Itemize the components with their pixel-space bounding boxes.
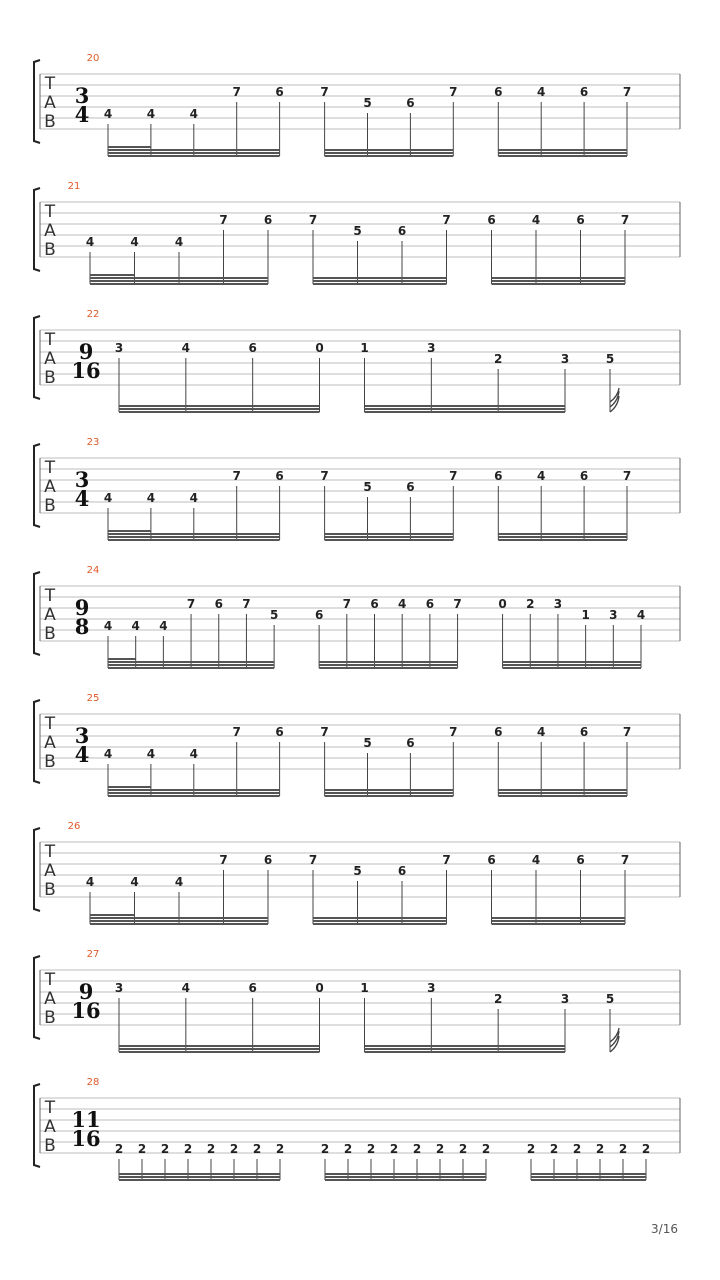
- fret-number: 2: [641, 1142, 651, 1156]
- fret-number: 2: [493, 992, 503, 1006]
- beam: [531, 1176, 646, 1178]
- fret-number: 6: [248, 341, 257, 355]
- beam: [498, 792, 627, 794]
- beam: [498, 539, 627, 541]
- fret-number: 6: [494, 725, 503, 739]
- fret-number: 7: [620, 853, 630, 867]
- fret-number: 7: [242, 597, 251, 611]
- tab-clef-letter: A: [44, 349, 56, 369]
- fret-number: 2: [389, 1142, 399, 1156]
- fret-number: 6: [487, 213, 496, 227]
- tab-clef-letter: T: [44, 202, 56, 222]
- beam: [319, 661, 457, 663]
- beam: [108, 792, 280, 794]
- fret-number: 6: [275, 85, 284, 99]
- beam: [531, 1179, 646, 1181]
- beam: [313, 917, 447, 919]
- time-signature-numerator: 3: [74, 467, 90, 492]
- beam: [108, 149, 280, 151]
- fret-number: 3: [560, 992, 570, 1006]
- beam: [108, 795, 280, 797]
- fret-number: 5: [353, 864, 362, 878]
- beam: [492, 917, 626, 919]
- fret-number: 4: [103, 619, 113, 633]
- fret-number: 6: [579, 85, 589, 99]
- beam: [319, 667, 457, 669]
- beam: [325, 1179, 486, 1181]
- time-signature-numerator: 3: [74, 83, 90, 108]
- fret-number: 2: [343, 1142, 353, 1156]
- beam: [325, 155, 454, 157]
- system-brace: [34, 572, 40, 655]
- fret-number: 1: [360, 341, 369, 355]
- fret-number: 0: [498, 597, 507, 611]
- fret-number: 3: [553, 597, 563, 611]
- fret-number: 6: [425, 597, 435, 611]
- fret-number: 5: [363, 480, 372, 494]
- beam: [108, 155, 280, 157]
- beam-partial: [108, 658, 136, 660]
- beam: [503, 661, 641, 663]
- beam: [119, 1051, 320, 1053]
- fret-number: 6: [275, 725, 284, 739]
- measure-number: 22: [86, 309, 100, 320]
- fret-number: 2: [493, 352, 503, 366]
- fret-number: 7: [308, 853, 318, 867]
- time-signature-denominator: 4: [74, 486, 90, 511]
- beam: [119, 1176, 280, 1178]
- fret-number: 4: [181, 981, 191, 995]
- fret-number: 6: [370, 597, 379, 611]
- fret-number: 4: [398, 597, 407, 611]
- beam: [325, 536, 454, 538]
- tab-clef-letter: T: [44, 714, 56, 734]
- beam: [90, 283, 268, 285]
- fret-number: 4: [189, 107, 198, 121]
- time-signature-numerator: 11: [71, 1107, 101, 1132]
- measure-number: 24: [86, 565, 100, 576]
- fret-number: 6: [576, 213, 585, 227]
- fret-number: 7: [320, 469, 329, 483]
- time-signature-denominator: 16: [71, 998, 101, 1023]
- tab-clef-letter: B: [44, 1008, 56, 1028]
- beam: [313, 923, 447, 925]
- fret-number: 2: [320, 1142, 330, 1156]
- beam: [325, 149, 454, 151]
- system-brace: [34, 828, 40, 911]
- beam: [365, 1045, 566, 1047]
- fret-number: 7: [219, 213, 228, 227]
- beam: [365, 408, 566, 410]
- beam: [90, 277, 268, 279]
- fret-number: 7: [219, 853, 228, 867]
- tab-clef-letter: B: [44, 496, 56, 516]
- beam: [313, 920, 447, 922]
- fret-number: 6: [275, 469, 284, 483]
- fret-number: 6: [314, 608, 324, 622]
- fret-number: 1: [360, 981, 369, 995]
- time-signature-numerator: 9: [74, 595, 90, 620]
- fret-number: 1: [581, 608, 590, 622]
- tab-clef-letter: B: [44, 240, 56, 260]
- beam: [313, 277, 447, 279]
- fret-number: 7: [449, 469, 458, 483]
- measure-number: 23: [86, 437, 100, 448]
- fret-number: 7: [449, 85, 458, 99]
- fret-number: 7: [308, 213, 318, 227]
- beam: [119, 408, 320, 410]
- beam: [325, 533, 454, 535]
- fret-number: 4: [103, 747, 113, 761]
- beam: [108, 152, 280, 154]
- time-signature-numerator: 3: [74, 723, 90, 748]
- beam: [319, 664, 457, 666]
- tab-clef-letter: T: [44, 458, 56, 478]
- fret-number: 4: [174, 235, 184, 249]
- beam: [325, 539, 454, 541]
- beam: [119, 405, 320, 407]
- beam: [365, 405, 566, 407]
- fret-number: 5: [353, 224, 362, 238]
- fret-number: 4: [146, 107, 156, 121]
- measure-number: 21: [67, 181, 81, 192]
- fret-number: 7: [442, 853, 451, 867]
- beam: [119, 1045, 320, 1047]
- fret-number: 6: [487, 853, 496, 867]
- time-signature-denominator: 16: [71, 1126, 101, 1151]
- fret-number: 3: [427, 981, 436, 995]
- beam: [365, 1051, 566, 1053]
- beam: [531, 1173, 646, 1175]
- fret-number: 7: [232, 469, 241, 483]
- fret-number: 2: [275, 1142, 285, 1156]
- fret-number: 4: [85, 235, 95, 249]
- fret-number: 4: [537, 725, 546, 739]
- system-brace: [34, 60, 40, 143]
- fret-number: 2: [595, 1142, 605, 1156]
- beam: [492, 920, 626, 922]
- tab-clef-letter: T: [44, 970, 56, 990]
- fret-number: 0: [315, 341, 324, 355]
- beam: [90, 917, 268, 919]
- time-signature-denominator: 8: [74, 614, 90, 639]
- system-brace: [34, 444, 40, 527]
- fret-number: 6: [406, 736, 415, 750]
- beam: [492, 277, 626, 279]
- fret-number: 4: [531, 213, 541, 227]
- tab-clef-letter: B: [44, 368, 56, 388]
- beam: [365, 1048, 566, 1050]
- fret-number: 6: [406, 480, 415, 494]
- fret-number: 4: [181, 341, 191, 355]
- fret-number: 6: [263, 853, 273, 867]
- fret-number: 7: [620, 213, 630, 227]
- beam-partial: [108, 530, 151, 532]
- beam: [325, 789, 454, 791]
- beam: [119, 411, 320, 413]
- fret-number: 3: [114, 341, 124, 355]
- fret-number: 7: [232, 85, 241, 99]
- system-brace: [34, 316, 40, 399]
- beam: [498, 155, 627, 157]
- fret-number: 2: [252, 1142, 262, 1156]
- beam: [108, 539, 280, 541]
- fret-number: 7: [622, 725, 632, 739]
- fret-number: 7: [442, 213, 451, 227]
- fret-number: 4: [103, 107, 113, 121]
- time-signature-numerator: 9: [78, 339, 94, 364]
- fret-number: 4: [531, 853, 541, 867]
- fret-number: 6: [494, 85, 503, 99]
- fret-number: 6: [579, 469, 589, 483]
- beam: [325, 792, 454, 794]
- fret-number: 6: [397, 864, 407, 878]
- fret-number: 4: [189, 747, 198, 761]
- page-number: 3/16: [651, 1222, 678, 1236]
- beam: [313, 280, 447, 282]
- beam: [365, 411, 566, 413]
- beam: [108, 536, 280, 538]
- fret-number: 6: [214, 597, 223, 611]
- beam-partial: [90, 914, 135, 916]
- tab-clef-letter: A: [44, 989, 56, 1009]
- fret-number: 7: [320, 725, 329, 739]
- fret-number: 5: [269, 608, 279, 622]
- beam: [325, 152, 454, 154]
- beam: [325, 1176, 486, 1178]
- fret-number: 4: [146, 491, 156, 505]
- fret-number: 2: [618, 1142, 628, 1156]
- fret-number: 7: [342, 597, 351, 611]
- fret-number: 7: [453, 597, 462, 611]
- fret-number: 2: [160, 1142, 170, 1156]
- fret-number: 7: [186, 597, 196, 611]
- fret-number: 7: [622, 469, 632, 483]
- time-signature-denominator: 4: [74, 742, 90, 767]
- beam: [498, 533, 627, 535]
- beam: [313, 283, 447, 285]
- beam: [492, 283, 626, 285]
- fret-number: 2: [549, 1142, 559, 1156]
- fret-number: 3: [560, 352, 570, 366]
- system-brace: [34, 1084, 40, 1167]
- beam: [503, 667, 641, 669]
- fret-number: 4: [159, 619, 168, 633]
- fret-number: 7: [232, 725, 241, 739]
- fret-number: 4: [189, 491, 198, 505]
- fret-number: 6: [263, 213, 273, 227]
- beam: [108, 664, 274, 666]
- system-brace: [34, 956, 40, 1039]
- beam: [90, 923, 268, 925]
- measure-number: 20: [86, 53, 100, 64]
- beam: [108, 667, 274, 669]
- fret-number: 4: [636, 608, 646, 622]
- fret-number: 3: [427, 341, 436, 355]
- fret-number: 2: [229, 1142, 239, 1156]
- tab-clef-letter: A: [44, 477, 56, 497]
- tab-clef-letter: A: [44, 93, 56, 113]
- beam: [108, 533, 280, 535]
- fret-number: 5: [605, 992, 615, 1006]
- tab-clef-letter: T: [44, 1098, 56, 1118]
- tab-clef-letter: B: [44, 880, 56, 900]
- beam-partial: [108, 146, 151, 148]
- fret-number: 6: [406, 96, 415, 110]
- fret-number: 0: [315, 981, 324, 995]
- tab-clef-letter: B: [44, 1136, 56, 1156]
- note-flag: [610, 1028, 619, 1052]
- fret-number: 2: [366, 1142, 376, 1156]
- system-brace: [34, 188, 40, 271]
- beam: [119, 1173, 280, 1175]
- fret-number: 7: [449, 725, 458, 739]
- tab-clef-letter: T: [44, 330, 56, 350]
- tab-clef-letter: T: [44, 74, 56, 94]
- tab-clef-letter: A: [44, 733, 56, 753]
- fret-number: 5: [363, 96, 372, 110]
- fret-number: 4: [146, 747, 156, 761]
- measure-number: 27: [86, 949, 100, 960]
- note-flag: [610, 388, 619, 412]
- time-signature-denominator: 16: [71, 358, 101, 383]
- beam: [119, 1048, 320, 1050]
- beam: [498, 789, 627, 791]
- time-signature-numerator: 9: [78, 979, 94, 1004]
- beam: [498, 152, 627, 154]
- beam-partial: [108, 786, 151, 788]
- measure-number: 26: [67, 821, 81, 832]
- fret-number: 6: [579, 725, 589, 739]
- beam: [492, 923, 626, 925]
- fret-number: 2: [481, 1142, 491, 1156]
- beam: [498, 795, 627, 797]
- beam: [108, 661, 274, 663]
- fret-number: 2: [412, 1142, 422, 1156]
- tab-clef-letter: T: [44, 842, 56, 862]
- beam: [492, 280, 626, 282]
- beam: [119, 1179, 280, 1181]
- fret-number: 6: [494, 469, 503, 483]
- fret-number: 2: [137, 1142, 147, 1156]
- tab-clef-letter: B: [44, 624, 56, 644]
- fret-number: 2: [572, 1142, 582, 1156]
- measure-number: 28: [86, 1077, 100, 1088]
- beam: [90, 280, 268, 282]
- fret-number: 5: [605, 352, 615, 366]
- fret-number: 2: [458, 1142, 468, 1156]
- fret-number: 6: [397, 224, 407, 238]
- beam: [90, 920, 268, 922]
- fret-number: 2: [526, 1142, 536, 1156]
- tab-clef-letter: A: [44, 605, 56, 625]
- tab-clef-letter: B: [44, 112, 56, 132]
- fret-number: 2: [526, 597, 535, 611]
- beam-partial: [90, 274, 135, 276]
- fret-number: 4: [537, 469, 546, 483]
- fret-number: 3: [609, 608, 618, 622]
- fret-number: 7: [622, 85, 632, 99]
- fret-number: 2: [435, 1142, 445, 1156]
- fret-number: 4: [103, 491, 113, 505]
- fret-number: 3: [114, 981, 124, 995]
- beam: [108, 789, 280, 791]
- beam: [498, 536, 627, 538]
- measure-number: 25: [86, 693, 100, 704]
- system-brace: [34, 700, 40, 783]
- fret-number: 4: [131, 619, 140, 633]
- time-signature-denominator: 4: [74, 102, 90, 127]
- fret-number: 2: [183, 1142, 193, 1156]
- fret-number: 6: [576, 853, 585, 867]
- tab-clef-letter: B: [44, 752, 56, 772]
- beam: [325, 1173, 486, 1175]
- fret-number: 6: [248, 981, 257, 995]
- fret-number: 5: [363, 736, 372, 750]
- fret-number: 2: [114, 1142, 124, 1156]
- tab-clef-letter: A: [44, 221, 56, 241]
- beam: [503, 664, 641, 666]
- fret-number: 7: [320, 85, 329, 99]
- beam: [325, 795, 454, 797]
- fret-number: 4: [537, 85, 546, 99]
- tab-clef-letter: A: [44, 861, 56, 881]
- fret-number: 4: [130, 235, 139, 249]
- fret-number: 2: [206, 1142, 216, 1156]
- fret-number: 4: [174, 875, 184, 889]
- fret-number: 4: [130, 875, 139, 889]
- tab-clef-letter: A: [44, 1117, 56, 1137]
- beam: [498, 149, 627, 151]
- fret-number: 4: [85, 875, 95, 889]
- tab-clef-letter: T: [44, 586, 56, 606]
